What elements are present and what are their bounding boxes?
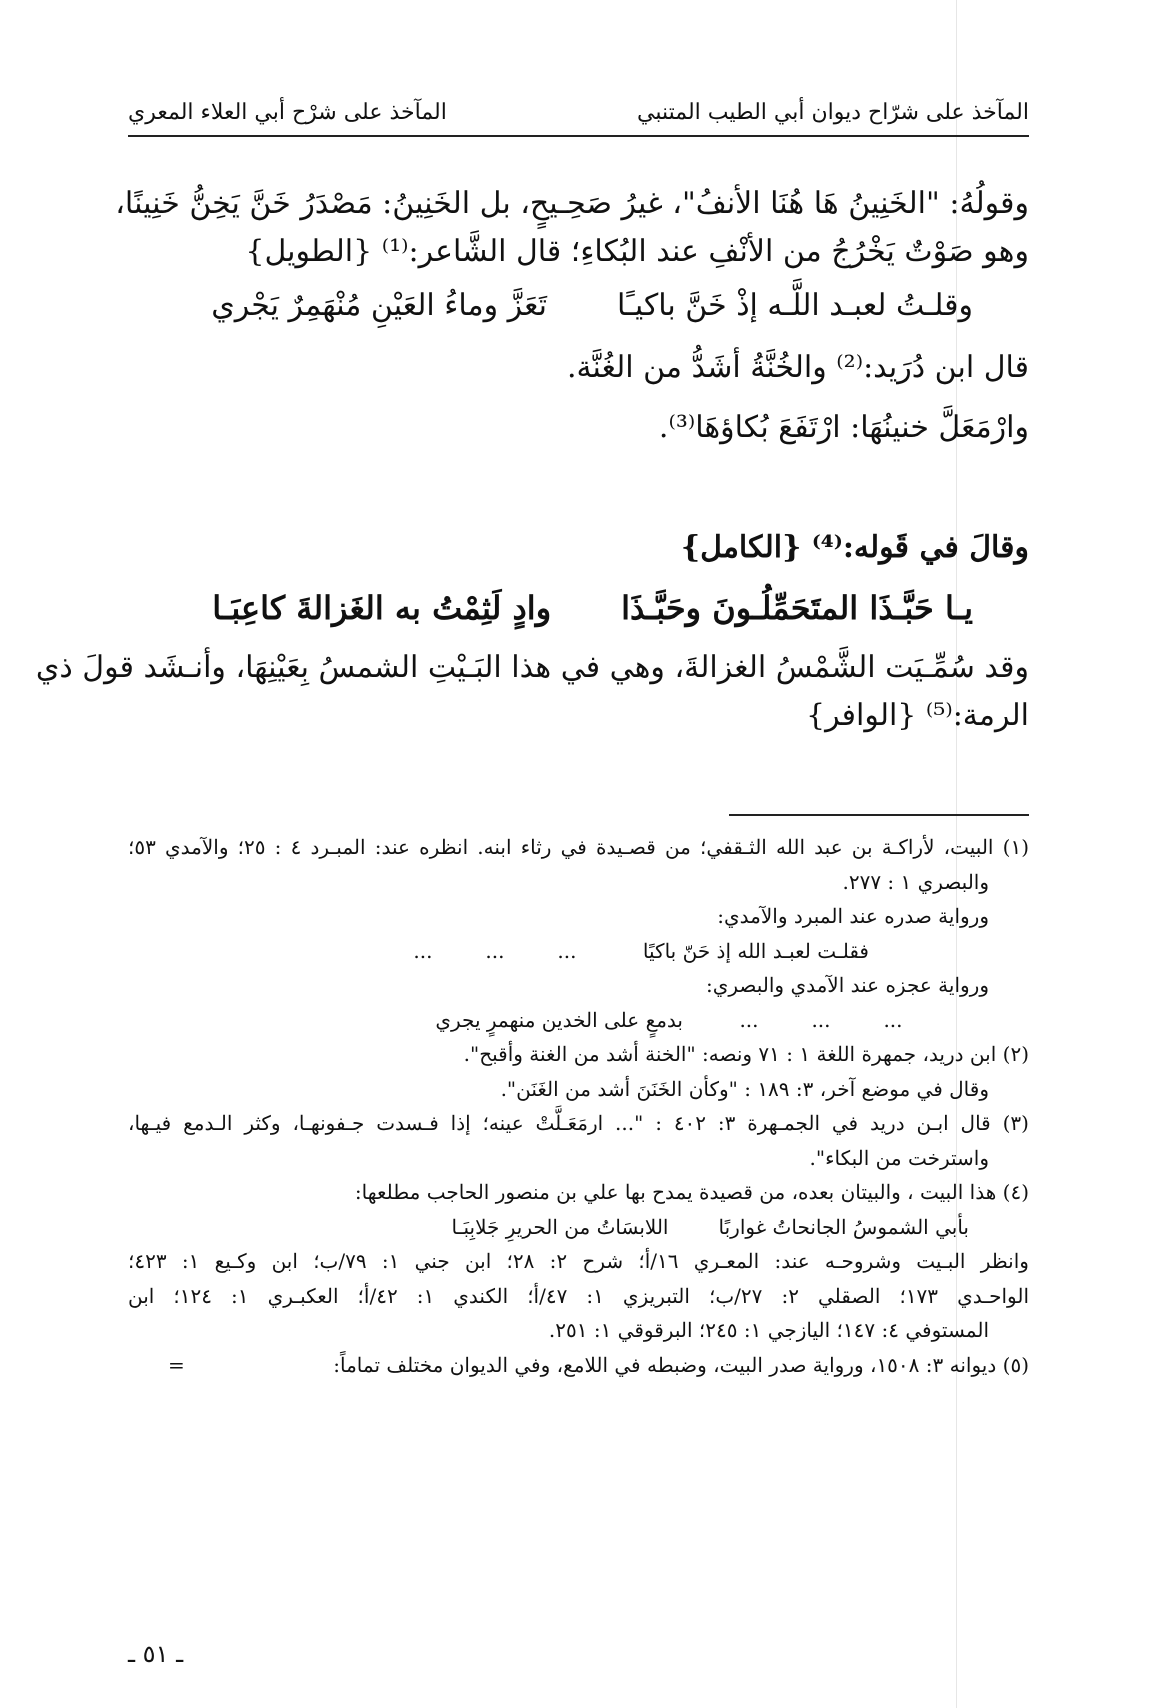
verse-second-hemistich: اللابسَاتُ من الحريرِ جَلابِبَـا bbox=[451, 1214, 669, 1239]
footnote-4-line: وانظر البـيت وشروحـه عند: المعـري ١٦/أ؛ شرح ٢: ٢٨؛ ابن جني ١: ٧٩/ب؛ ابن وكـيع ١: ٤٢٣؛ bbox=[128, 1249, 1029, 1273]
verse-variant-first: فقلـت لعبـد الله إذ حَنّ باكيًا bbox=[642, 938, 869, 963]
paragraph-line: وارْمَعَلَّ خنينُهَا: ارْتَفَعَ بُكاؤهَا⁽³⁾. bbox=[658, 410, 1029, 445]
footnote-5-line bbox=[128, 1348, 1029, 1383]
page-number: ـ ٥١ ـ bbox=[128, 1640, 184, 1668]
footnote-4-line: الواحـدي ١٧٣؛ الصقلي ٢: ٢٧/ب؛ التبريزي ١: ٤٧/أ؛ الكندي ١: ٤٢/أ؛ العكبـري ١: ١٢٤؛ ابن bbox=[128, 1283, 1030, 1308]
header-chapter-title: المآخذ على شرْح أبي العلاء المعري bbox=[128, 99, 447, 125]
footnote-2-line: وقال في موضع آخر، ٣: ١٨٩ : "وكأن الخَنَنَ أشد من الغَنَن". bbox=[500, 1076, 989, 1101]
paragraph-line: وقد سُمِّـيَت الشَّمْسُ الغزالةَ، وهي في هذا البَـيْتِ الشمسُ بِعَيْنِهَا، وأنـشَد قولَ ذي bbox=[35, 650, 1029, 685]
paragraph-line: الرمة:⁽⁵⁾ {الوافر} bbox=[806, 698, 1029, 733]
verse-variant-second: بدمعٍ على الخدين منهمرٍ يجري bbox=[435, 1007, 683, 1032]
ellipsis: ... bbox=[557, 938, 577, 963]
footnote-1-line: ورواية صدره عند المبرد والآمدي: bbox=[717, 904, 989, 928]
paragraph-line: وقولُهُ: "الخَنِينُ هَا هُنَا الأنفُ"، غيرُ صَحِـيحٍ، بل الخَنِينُ: مَصْدَرُ خَنَّ يَخِنُّ خَنِينًا، bbox=[115, 186, 1029, 221]
running-header bbox=[128, 92, 1029, 132]
ellipsis: ... bbox=[485, 938, 505, 963]
footnote-2-line: (٢) ابن دريد، جمهرة اللغة ١ : ٧١ ونصه: "الخنة أشد من الغنة وأقبح". bbox=[463, 1042, 1029, 1066]
verse-second-hemistich: تَعَزَّ وماءُ العَيْنِ مُنْهَمِرٌ يَجْري bbox=[211, 288, 547, 323]
continuation-mark: = bbox=[168, 1352, 185, 1377]
footnotes bbox=[128, 830, 1029, 1382]
footnote-3-line: واسترخت من البكاء". bbox=[809, 1145, 989, 1170]
footnote-1-verse bbox=[128, 1003, 1029, 1038]
footnote-1-line: (١) البيت، لأراكـة بن عبد الله الثـقفي؛ من قصـيدة في رثاء ابنه. انظره عند: المبـرد ٤ : ٢٥؛ والآمدي ٥٣؛ bbox=[128, 835, 1030, 859]
main-text bbox=[35, 180, 1029, 740]
section-opening: وقالَ في قَوله:⁽⁴⁾ {الكامل} bbox=[680, 530, 1029, 565]
verse-second-hemistich: وادٍ لَثِمْتُ به الغَزالةَ كاعِبَـا bbox=[212, 589, 552, 627]
footnote-rule bbox=[729, 814, 1029, 816]
ellipsis: ... bbox=[811, 1007, 831, 1032]
ellipsis: ... bbox=[413, 938, 433, 963]
verse bbox=[128, 280, 1029, 332]
footnote-4-line: (٤) هذا البيت ، والبيتان بعده، من قصيدة يمدح بها علي بن منصور الحاجب مطلعها: bbox=[354, 1180, 1029, 1204]
footnote-1-line: والبصري ١ : ٢٧٧. bbox=[842, 869, 989, 894]
footnote-1-verse bbox=[128, 934, 1029, 969]
footnote-4-line: المستوفي ٤: ١٤٧؛ اليازجي ١: ٢٤٥؛ البرقوقي ١: ٢٥١. bbox=[548, 1318, 989, 1342]
footnote-1-line: ورواية عجزه عند الآمدي والبصري: bbox=[705, 973, 989, 997]
header-rule bbox=[128, 135, 1029, 137]
verse-first-hemistich: يـا حَبَّـذَا المتَحَمِّلُـونَ وحَبَّـذَا bbox=[621, 589, 973, 627]
footnote-3-line: (٣) قال ابـن دريد في الجمـهرة ٣: ٤٠٢ : "... ارمَعَـلَّتْ عينه؛ إذا فـسدت جـفونهـا، وكثر الـدمع فيـها، bbox=[128, 1111, 1029, 1135]
verse bbox=[128, 582, 1029, 634]
ellipsis: ... bbox=[739, 1007, 759, 1032]
paragraph-line: وهو صَوْتٌ يَخْرُجُ من الأنْفِ عند البُكاءِ؛ قال الشَّاعر:⁽¹⁾ {الطويل} bbox=[245, 234, 1029, 269]
footnote-4-verse bbox=[128, 1210, 1029, 1245]
header-book-title: المآخذ على شرّاح ديوان أبي الطيب المتنبي bbox=[637, 99, 1029, 125]
verse-first-hemistich: وقلـتُ لعبـد اللَّـه إذْ خَنَّ باكيـًا bbox=[616, 288, 973, 323]
paragraph-line: قال ابن دُرَيد:⁽²⁾ والخُنَّةُ أشَدُّ من الغُنَّة. bbox=[566, 350, 1029, 385]
verse-first-hemistich: بأبي الشموسُ الجانحاتُ غواربًا bbox=[718, 1214, 969, 1239]
footnote-5-text: (٥) ديوانه ٣: ١٥٠٨، ورواية صدر البيت، وضبطه في اللامع، وفي الديوان مختلف تماماً: bbox=[333, 1352, 1029, 1377]
ellipsis: ... bbox=[883, 1007, 903, 1032]
